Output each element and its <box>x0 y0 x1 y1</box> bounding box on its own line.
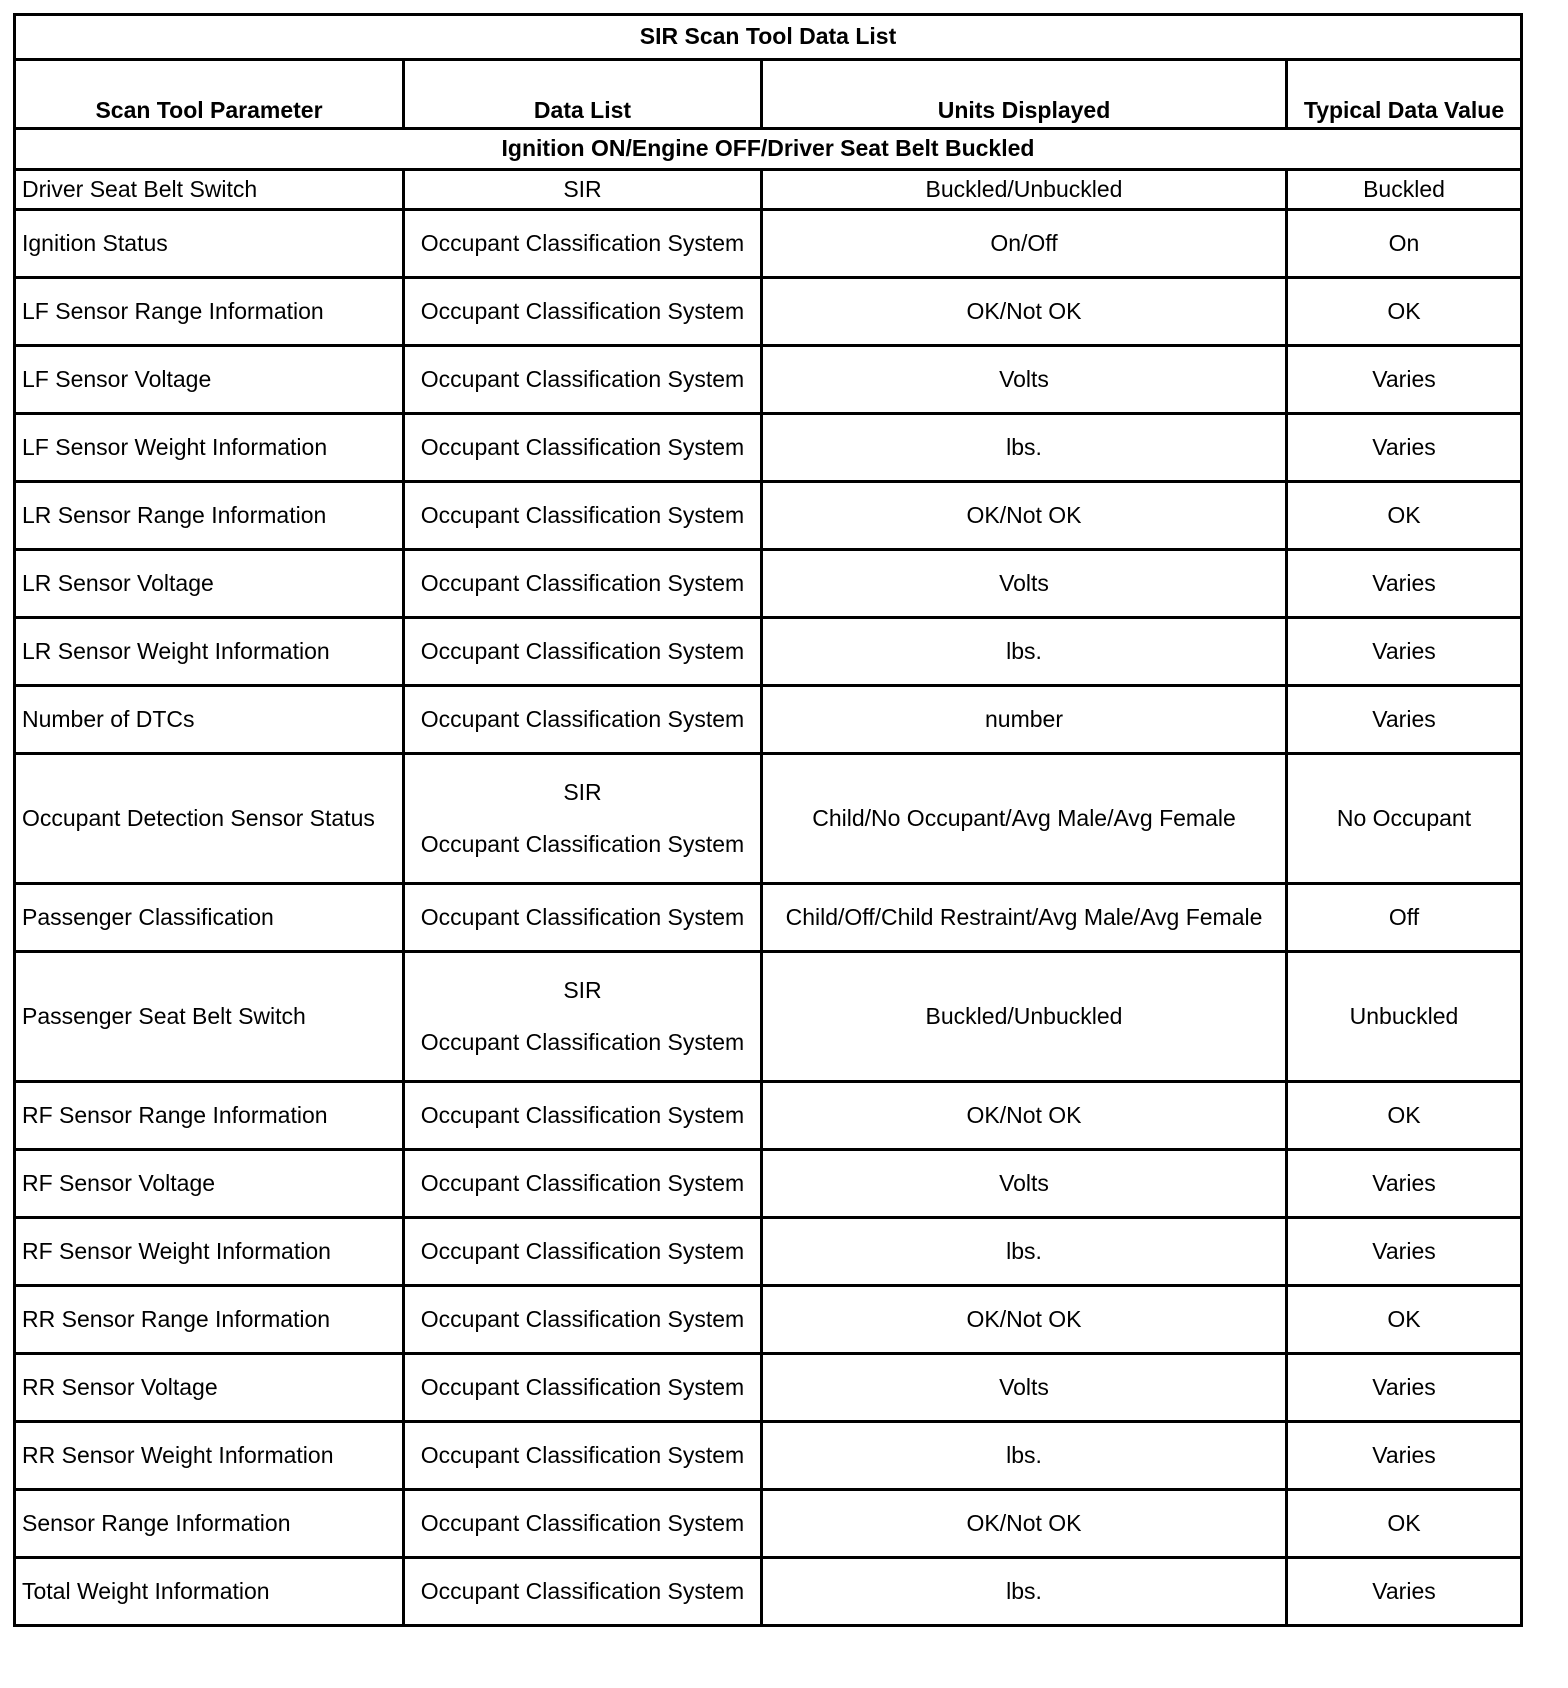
table-title: SIR Scan Tool Data List <box>15 15 1522 60</box>
typical-value-cell: Varies <box>1287 550 1522 618</box>
data-list-cell <box>404 952 762 1082</box>
typical-value-cell: Varies <box>1287 1218 1522 1286</box>
units-cell: Volts <box>762 1150 1287 1218</box>
table-row <box>15 1490 1522 1558</box>
typical-value-cell: OK <box>1287 278 1522 346</box>
parameter-cell: Passenger Classification <box>15 884 404 952</box>
data-list-cell: SIR <box>404 170 762 210</box>
table-row <box>15 1082 1522 1150</box>
typical-value-cell: Varies <box>1287 414 1522 482</box>
data-list-cell: Occupant Classification System <box>404 884 762 952</box>
parameter-cell: RR Sensor Voltage <box>15 1354 404 1422</box>
units-cell: OK/Not OK <box>762 482 1287 550</box>
table-row <box>15 618 1522 686</box>
table-row <box>15 1150 1522 1218</box>
units-cell: Volts <box>762 346 1287 414</box>
header-units-displayed: Units Displayed <box>762 60 1287 129</box>
data-list-cell: Occupant Classification System <box>404 278 762 346</box>
typical-value-cell: Varies <box>1287 618 1522 686</box>
table-row <box>15 210 1522 278</box>
parameter-cell: RR Sensor Range Information <box>15 1286 404 1354</box>
typical-value-cell: Varies <box>1287 686 1522 754</box>
table-header-row <box>15 60 1522 129</box>
table-row <box>15 278 1522 346</box>
table-title-row <box>15 15 1522 60</box>
table-row <box>15 414 1522 482</box>
units-cell: Buckled/Unbuckled <box>762 952 1287 1082</box>
units-cell: OK/Not OK <box>762 1082 1287 1150</box>
parameter-cell: Occupant Detection Sensor Status <box>15 754 404 884</box>
typical-value-cell: Buckled <box>1287 170 1522 210</box>
units-cell: OK/Not OK <box>762 278 1287 346</box>
units-cell: Child/No Occupant/Avg Male/Avg Female <box>762 754 1287 884</box>
typical-value-cell: OK <box>1287 1286 1522 1354</box>
table-row <box>15 346 1522 414</box>
units-cell: lbs. <box>762 1558 1287 1626</box>
data-list-cell: Occupant Classification System <box>404 618 762 686</box>
header-data-list: Data List <box>404 60 762 129</box>
data-list-secondary: Occupant Classification System <box>420 830 745 857</box>
data-list-primary: SIR <box>563 976 602 1003</box>
units-cell: OK/Not OK <box>762 1286 1287 1354</box>
parameter-cell: RF Sensor Voltage <box>15 1150 404 1218</box>
data-list-cell: Occupant Classification System <box>404 1490 762 1558</box>
typical-value-cell: Varies <box>1287 1558 1522 1626</box>
data-list-secondary: Occupant Classification System <box>420 1028 745 1055</box>
scan-tool-data-table <box>13 13 1523 1627</box>
typical-value-cell: Unbuckled <box>1287 952 1522 1082</box>
data-list-primary: SIR <box>563 778 602 805</box>
data-list-cell: Occupant Classification System <box>404 346 762 414</box>
typical-value-cell: OK <box>1287 482 1522 550</box>
typical-value-cell: On <box>1287 210 1522 278</box>
table-row <box>15 550 1522 618</box>
parameter-cell: Total Weight Information <box>15 1558 404 1626</box>
data-list-cell <box>404 754 762 884</box>
table-row <box>15 686 1522 754</box>
table-row <box>15 754 1522 884</box>
table-row <box>15 952 1522 1082</box>
typical-value-cell: Varies <box>1287 1150 1522 1218</box>
parameter-cell: LR Sensor Range Information <box>15 482 404 550</box>
data-list-cell: Occupant Classification System <box>404 1218 762 1286</box>
data-list-cell: Occupant Classification System <box>404 686 762 754</box>
parameter-cell: Sensor Range Information <box>15 1490 404 1558</box>
units-cell: lbs. <box>762 414 1287 482</box>
parameter-cell: RR Sensor Weight Information <box>15 1422 404 1490</box>
table-row <box>15 482 1522 550</box>
data-list-cell: Occupant Classification System <box>404 1354 762 1422</box>
parameter-cell: LF Sensor Weight Information <box>15 414 404 482</box>
units-cell: OK/Not OK <box>762 1490 1287 1558</box>
table-row <box>15 1286 1522 1354</box>
typical-value-cell: Varies <box>1287 1354 1522 1422</box>
parameter-cell: LR Sensor Voltage <box>15 550 404 618</box>
table-row <box>15 884 1522 952</box>
section-row <box>15 129 1522 170</box>
data-list-cell: Occupant Classification System <box>404 1422 762 1490</box>
data-list-cell: Occupant Classification System <box>404 482 762 550</box>
units-cell: lbs. <box>762 1218 1287 1286</box>
typical-value-cell: Varies <box>1287 1422 1522 1490</box>
units-cell: number <box>762 686 1287 754</box>
units-cell: On/Off <box>762 210 1287 278</box>
table-row <box>15 1354 1522 1422</box>
table-row <box>15 1558 1522 1626</box>
parameter-cell: RF Sensor Weight Information <box>15 1218 404 1286</box>
table-row <box>15 1422 1522 1490</box>
data-list-cell: Occupant Classification System <box>404 414 762 482</box>
data-list-cell: Occupant Classification System <box>404 1082 762 1150</box>
parameter-cell: LR Sensor Weight Information <box>15 618 404 686</box>
section-heading: Ignition ON/Engine OFF/Driver Seat Belt Buckled <box>15 129 1522 170</box>
header-typical-data-value: Typical Data Value <box>1287 60 1522 129</box>
parameter-cell: Number of DTCs <box>15 686 404 754</box>
parameter-cell: Ignition Status <box>15 210 404 278</box>
parameter-cell: RF Sensor Range Information <box>15 1082 404 1150</box>
typical-value-cell: Off <box>1287 884 1522 952</box>
table-row <box>15 1218 1522 1286</box>
units-cell: Volts <box>762 550 1287 618</box>
data-list-cell: Occupant Classification System <box>404 210 762 278</box>
parameter-cell: Driver Seat Belt Switch <box>15 170 404 210</box>
parameter-cell: LF Sensor Range Information <box>15 278 404 346</box>
typical-value-cell: OK <box>1287 1490 1522 1558</box>
data-list-cell: Occupant Classification System <box>404 1286 762 1354</box>
data-list-cell: Occupant Classification System <box>404 550 762 618</box>
data-list-cell: Occupant Classification System <box>404 1150 762 1218</box>
data-list-cell: Occupant Classification System <box>404 1558 762 1626</box>
typical-value-cell: OK <box>1287 1082 1522 1150</box>
typical-value-cell: No Occupant <box>1287 754 1522 884</box>
parameter-cell: Passenger Seat Belt Switch <box>15 952 404 1082</box>
header-scan-tool-parameter: Scan Tool Parameter <box>15 60 404 129</box>
units-cell: Buckled/Unbuckled <box>762 170 1287 210</box>
units-cell: Child/Off/Child Restraint/Avg Male/Avg Female <box>762 884 1287 952</box>
table-row <box>15 170 1522 210</box>
units-cell: Volts <box>762 1354 1287 1422</box>
units-cell: lbs. <box>762 618 1287 686</box>
typical-value-cell: Varies <box>1287 346 1522 414</box>
units-cell: lbs. <box>762 1422 1287 1490</box>
parameter-cell: LF Sensor Voltage <box>15 346 404 414</box>
